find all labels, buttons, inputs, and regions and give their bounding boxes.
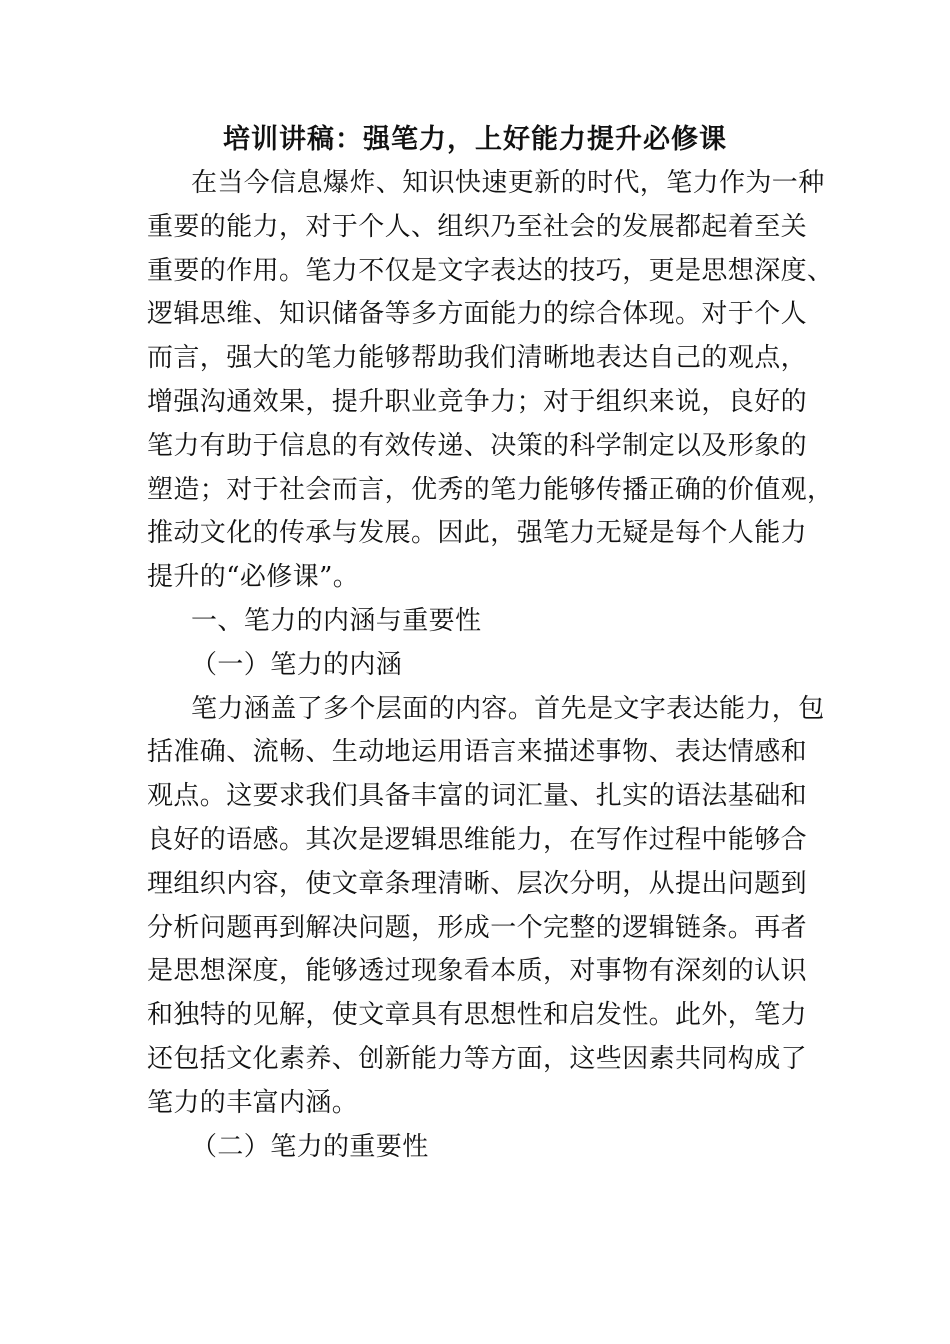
paragraph-line: 而言，强大的笔力能够帮助我们清晰地表达自己的观点， <box>147 343 808 374</box>
paragraph-line: 塑造；对于社会而言，优秀的笔力能够传播正确的价值观， <box>147 474 834 505</box>
paragraph-line: 理组织内容，使文章条理清晰、层次分明，从提出问题到 <box>147 868 808 899</box>
paragraph-line: 和独特的见解，使文章具有思想性和启发性。此外，笔力 <box>147 1000 808 1031</box>
paragraph-line: 笔力有助于信息的有效传递、决策的科学制定以及形象的 <box>147 430 808 461</box>
section-heading: 一、笔力的内涵与重要性 <box>191 605 482 636</box>
paragraph-line: 在当今信息爆炸、知识快速更新的时代，笔力作为一种 <box>191 168 825 198</box>
paragraph-line: 括准确、流畅、生动地运用语言来描述事物、表达情感和 <box>147 737 808 768</box>
paragraph-line: 分析问题再到解决问题，形成一个完整的逻辑链条。再者 <box>147 912 808 943</box>
paragraph-line: 良好的语感。其次是逻辑思维能力，在写作过程中能够合 <box>147 824 808 855</box>
document-title: 培训讲稿：强笔力，上好能力提升必修课 <box>223 124 727 155</box>
subsection-heading: （一）笔力的内涵 <box>191 649 403 680</box>
paragraph-line: 笔力涵盖了多个层面的内容。首先是文字表达能力，包 <box>191 693 825 724</box>
paragraph-line: 逻辑思维、知识储备等多方面能力的综合体现。对于个人 <box>147 299 808 330</box>
document-body <box>147 162 834 1169</box>
paragraph-line: 重要的能力，对于个人、组织乃至社会的发展都起着至关 <box>147 211 808 242</box>
paragraph-line: 提升的“必修课”。 <box>147 562 360 593</box>
paragraph-line: 增强沟通效果，提升职业竞争力；对于组织来说，良好的 <box>147 386 808 417</box>
subsection-heading: （二）笔力的重要性 <box>191 1131 429 1162</box>
paragraph-line: 笔力的丰富内涵。 <box>147 1087 359 1118</box>
paragraph-line: 还包括文化素养、创新能力等方面，这些因素共同构成了 <box>147 1043 808 1074</box>
paragraph-line: 推动文化的传承与发展。因此，强笔力无疑是每个人能力 <box>147 518 808 549</box>
paragraph-line: 重要的作用。笔力不仅是文字表达的技巧，更是思想深度、 <box>147 255 834 286</box>
paragraph-line: 是思想深度，能够透过现象看本质，对事物有深刻的认识 <box>147 956 808 987</box>
paragraph-line: 观点。这要求我们具备丰富的词汇量、扎实的语法基础和 <box>147 781 808 812</box>
